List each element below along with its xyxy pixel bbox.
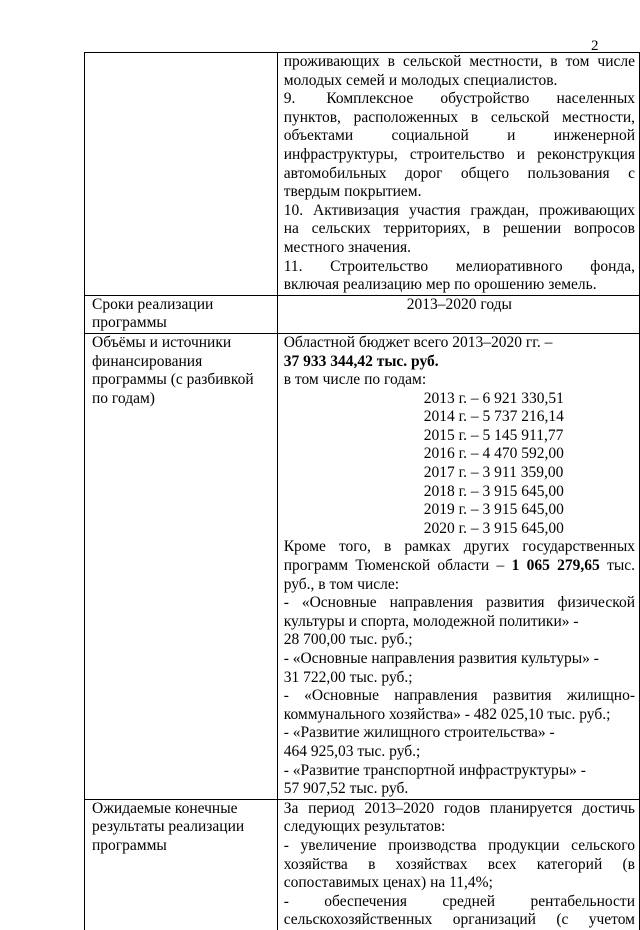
terms-value: 2013–2020 годы [277,295,639,333]
results-text [284,800,635,930]
funding-year-item: 2014 г. – 5 737 216,14 [423,408,564,426]
funding-label: Объёмы и источники финансирования программы (с разбивкой по годам) [85,333,278,799]
funding-year-item: 2018 г. – 3 915 645,00 [423,482,564,500]
funding-subprograms-list [284,594,635,799]
table-row-results [85,799,640,930]
goals-line: объектами социальной и инженерной [283,127,635,145]
subprogram-name: - «Развитие транспортной инфраструктуры» - [283,761,586,779]
subprogram-amount: 28 700,00 тыс. руб.; [283,631,413,649]
results-paragraph: За период 2013–2020 годов планируется достичь следующих результатов: [283,799,635,836]
subprogram-name: - «Развитие жилищного строительства» - [283,724,555,742]
funding-other-post: тыс. руб., в том числе: [283,557,636,593]
goals-text [284,53,635,295]
subprogram-amount: 464 925,03 тыс. руб.; [283,742,421,760]
funding-other-programs [284,538,635,594]
subprogram-name: - «Основные направления развития культуры» - [283,650,599,667]
program-passport-table [84,52,640,930]
funding-value-cell [277,333,639,799]
goals-line: 10. Активизация участия граждан, проживающих [283,201,635,219]
goals-line: инфраструктуры, строительство и реконструкция [283,145,635,163]
results-value-cell [277,799,639,930]
funding-year-item: 2016 г. – 4 470 592,00 [423,445,564,463]
funding-years-intro: в том числе по годам: [283,371,427,389]
funding-year-item: 2017 г. – 3 911 359,00 [423,464,564,482]
subprogram-amount: 57 907,52 тыс. руб. [283,780,409,798]
terms-label: Сроки реализации программы [85,295,278,333]
goals-value-cell [277,53,639,296]
funding-total: 37 933 344,42 тыс. руб. [283,352,439,370]
funding-intro: Областной бюджет всего 2013–2020 гг. – [283,333,553,351]
subprogram-name: - «Основные направления развития жилищно-коммунального хозяйства» - 482 025,10 тыс. руб.; [283,687,635,723]
goals-line: пунктов, расположенных в сельской местности, [283,108,635,126]
goals-line: местного значения. [283,238,412,256]
funding-year-item: 2020 г. – 3 915 645,00 [423,519,564,537]
funding-years-list [284,390,635,539]
funding-other-pre: Кроме того, в рамках других государственных программ Тюменской области – [283,538,635,575]
results-paragraph: - обеспечения средней рентабельности сельскохозяйственных организаций (с учетом [283,892,635,929]
goals-label-cell [85,53,278,296]
table-row-funding [85,333,640,799]
goals-line: 11. Строительство мелиоративного фонда, [283,257,635,275]
table-row-goals [85,53,640,296]
goals-line: 9. Комплексное обустройство населенных [283,90,635,108]
page-number: 2 [591,38,599,54]
results-paragraph: - увеличение производства продукции сельского хозяйства в хозяйствах всех категорий (в сопоставимых ценах) на 11,4%; [283,836,635,892]
funding-year-item: 2013 г. – 6 921 330,51 [423,389,564,407]
subprogram-name: - «Основные направления развития физической культуры и спорта, молодежной политики» - [283,594,635,630]
funding-year-item: 2019 г. – 3 915 645,00 [423,501,564,519]
table-row-terms [85,295,640,333]
goals-line: автомобильных дорог общего пользования с [283,164,635,182]
results-label: Ожидаемые конечные результаты реализации программы [85,799,278,930]
subprogram-amount: 31 722,00 тыс. руб.; [283,668,413,686]
funding-year-item: 2015 г. – 5 145 911,77 [423,426,564,444]
goals-line: проживающих в сельской местности, в том числе [283,53,635,70]
goals-line: включая реализацию мер по орошению земель. [283,276,597,294]
goals-line: твердым покрытием. [283,183,422,201]
funding-other-amount: 1 065 279,65 [511,557,600,575]
goals-line: молодых семей и молодых специалистов. [283,71,558,89]
goals-line: на сельских территориях, в решении вопросов [283,220,635,238]
